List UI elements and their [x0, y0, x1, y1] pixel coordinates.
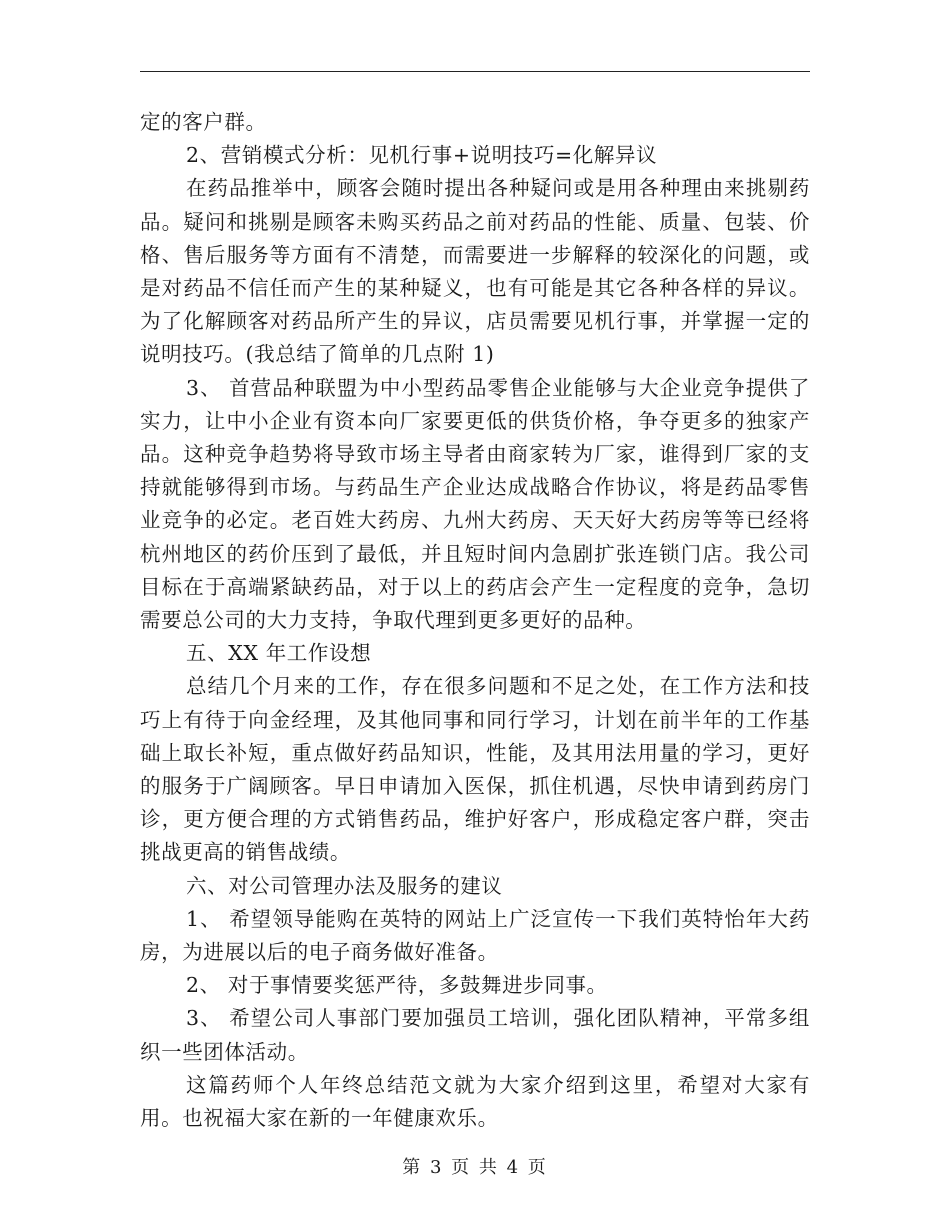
paragraph: 2、营销模式分析：见机行事+说明技巧=化解异议 [186, 143, 658, 168]
page-number-footer: 第 3 页 共 4 页 [402, 1157, 548, 1178]
paragraph: 2、 对于事情要奖惩严待，多鼓舞进步同事。 [186, 973, 608, 998]
paragraph: 3、 希望公司人事部门要加强员工培训，强化团队精神，平常多组织一些团体活动。 [140, 1006, 810, 1064]
paragraph: 3、 首营品种联盟为中小型药品零售企业能够与大企业竞争提供了实力，让中小企业有资本向厂家要更低的供货价格，争夺更多的独家产品。这种竞争趋势将导致市场主导者由商家转为厂家，谁得到厂家的支持就能够得到市场。与药品生产企业达成战略合作协议，将是药品零售业竞争的必定。老百姓大药房、九州大药房、天天好大药房等等已经将杭州地区的药价压到了最低，并且短时间内急剧扩张连锁门店。我公司目标在于高端紧缺药品，对于以上的药店会产生一定程度的竞争，急切需要总公司的大力支持，争取代理到更多更好的品种。 [140, 375, 810, 633]
paragraph: 在药品推举中，顾客会随时提出各种疑问或是用各种理由来挑剔药品。疑问和挑剔是顾客未购买药品之前对药品的性能、质量、包装、价格、售后服务等方面有不清楚，而需要进一步解释的较深化的问题，或是对药品不信任而产生的某种疑义，也有可能是其它各种各样的异议。为了化解顾客对药品所产生的异议，店员需要见机行事，并掌握一定的说明技巧。(我总结了简单的几点附 1) [140, 176, 810, 367]
paragraph: 总结几个月来的工作，存在很多问题和不足之处，在工作方法和技巧上有待于向金经理，及其他同事和同行学习，计划在前半年的工作基础上取长补短，重点做好药品知识，性能，及其用法用量的学习，更好的服务于广阔顾客。早日申请加入医保，抓住机遇，尽快申请到药房门诊，更方便合理的方式销售药品，维护好客户，形成稳定客户群，突击挑战更高的销售战绩。 [140, 674, 810, 865]
header-rule [140, 71, 810, 72]
paragraph: 定的客户群。 [140, 110, 267, 134]
paragraph: 1、 希望领导能购在英特的网站上广泛宣传一下我们英特怡年大药房，为进展以后的电子商务做好准备。 [140, 906, 810, 965]
document-body [140, 106, 810, 1135]
section-heading: 五、XX 年工作设想 [186, 641, 372, 666]
paragraph: 这篇药师个人年终总结范文就为大家介绍到这里，希望对大家有用。也祝福大家在新的一年健康欢乐。 [140, 1072, 810, 1131]
section-heading: 六、对公司管理办法及服务的建议 [186, 873, 503, 898]
